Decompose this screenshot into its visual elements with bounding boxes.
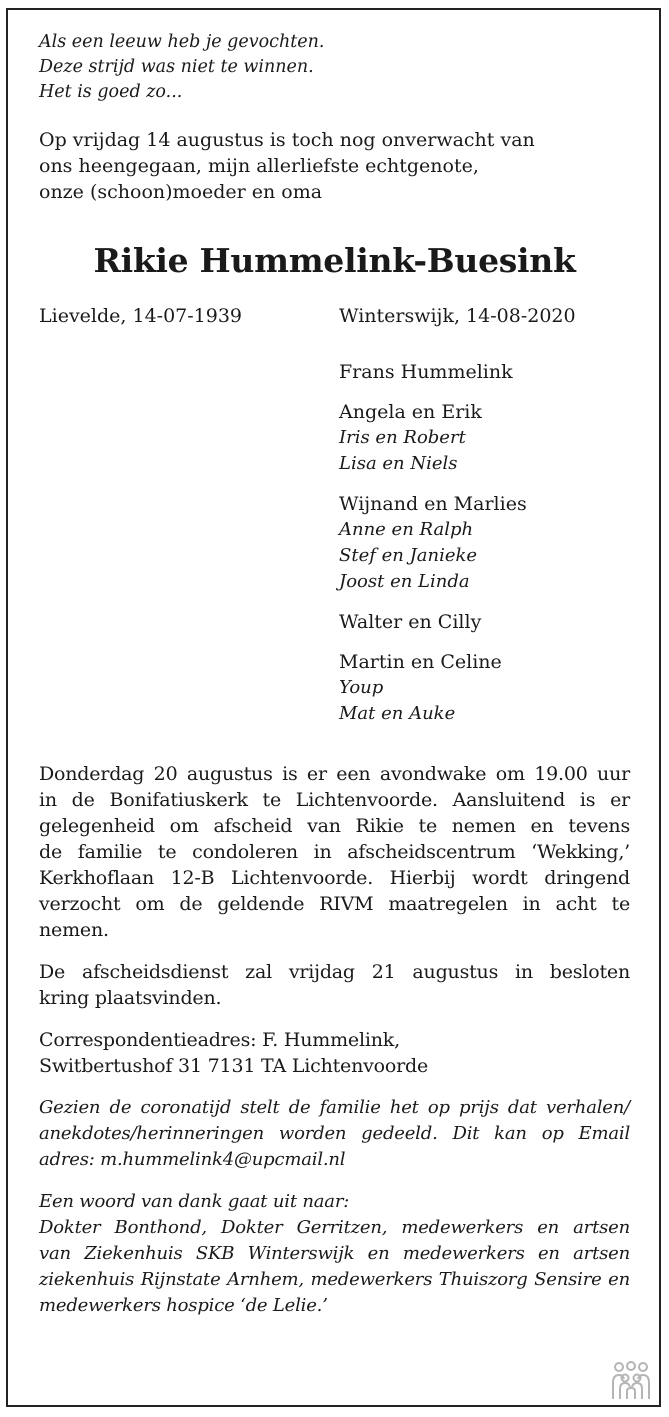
service-details [39, 761, 630, 943]
intro-text [39, 127, 630, 205]
service-line: in de Bonifatiuskerk te Lichtenvoorde. Aansluitend is er [39, 789, 630, 811]
grandchild: Iris en Robert [339, 427, 466, 448]
thanks-line: ziekenhuis Rijnstate Arnhem, medewerkers Thuiszorg Sensire en [39, 1269, 630, 1290]
correspondence-address [39, 1027, 630, 1079]
family-list [339, 359, 629, 727]
family-group [339, 359, 629, 385]
family-member: Walter en Cilly [339, 611, 482, 633]
deceased-name: Rikie Hummelink-Buesink [93, 241, 576, 280]
birth-place-date: Lievelde, 14-07-1939 [39, 305, 243, 327]
thanks-line: Een woord van dank gaat uit naar: [39, 1191, 350, 1212]
corona-note [39, 1095, 630, 1173]
address-line: Correspondentieadres: F. Hummelink, [39, 1029, 400, 1051]
grandchild: Stef en Janieke [339, 545, 478, 566]
family-member: Wijnand en Marlies [339, 493, 527, 515]
farewell-line: kring plaatsvinden. [39, 987, 222, 1009]
service-line: verzocht om de geldende RIVM maatregelen in acht te [39, 893, 630, 915]
grandchild: Mat en Auke [339, 703, 456, 724]
corona-line: adres: m.hummelink4@upcmail.nl [39, 1149, 346, 1170]
service-line: Donderdag 20 augustus is er een avondwake om 19.00 uur [39, 763, 630, 785]
obituary-notice [39, 30, 630, 1319]
thanks-line: medewerkers hospice ‘de Lelie.’ [39, 1295, 328, 1316]
thanks-line: Dokter Bonthond, Dokter Gerritzen, medewerkers en artsen [39, 1217, 630, 1238]
farewell-line: De afscheidsdienst zal vrijdag 21 augustus in besloten [39, 961, 630, 983]
service-line: Kerkhoflaan 12-B Lichtenvoorde. Hierbij wordt dringend [39, 867, 630, 889]
family-group [339, 491, 629, 595]
family-group [339, 649, 629, 727]
grandchild: Youp [339, 677, 384, 698]
service-line: gelegenheid om afscheid van Rikie te nemen en tevens [39, 815, 630, 837]
verse-line: Deze strijd was niet te winnen. [39, 57, 314, 77]
family-group [339, 609, 629, 635]
grandchild: Lisa en Niels [339, 453, 458, 474]
intro-line: Op vrijdag 14 augustus is toch nog onverwacht van [39, 129, 535, 151]
family-member: Martin en Celine [339, 651, 502, 673]
family-group [339, 399, 629, 477]
service-line: nemen. [39, 919, 109, 941]
family-member: Angela en Erik [339, 401, 482, 423]
service-line: de familie te condoleren in afscheidscentrum ‘Wekking,’ [39, 841, 630, 863]
death-place-date: Winterswijk, 14-08-2020 [339, 305, 576, 327]
life-dates [39, 303, 630, 329]
farewell-service [39, 959, 630, 1011]
corona-line: Gezien de coronatijd stelt de familie het op prijs dat verhalen/ [39, 1097, 630, 1118]
corona-line: anekdotes/herinneringen worden gedeeld. Dit kan op Email [39, 1123, 630, 1144]
thanks-line: van Ziekenhuis SKB Winterswijk en medewerkers en artsen [39, 1243, 630, 1264]
verse-line: Het is goed zo... [39, 82, 183, 102]
address-line: Switbertushof 31 7131 TA Lichtenvoorde [39, 1055, 429, 1077]
intro-line: ons heengegaan, mijn allerliefste echtgenote, [39, 155, 479, 177]
grandchild: Anne en Ralph [339, 519, 474, 540]
grandchild: Joost en Linda [339, 571, 470, 592]
family-member: Frans Hummelink [339, 361, 513, 383]
intro-line: onze (schoon)moeder en oma [39, 181, 323, 203]
thanks-note [39, 1189, 630, 1319]
opening-verse [39, 30, 630, 105]
verse-line: Als een leeuw heb je gevochten. [39, 32, 325, 52]
family-people-icon [609, 1361, 653, 1401]
